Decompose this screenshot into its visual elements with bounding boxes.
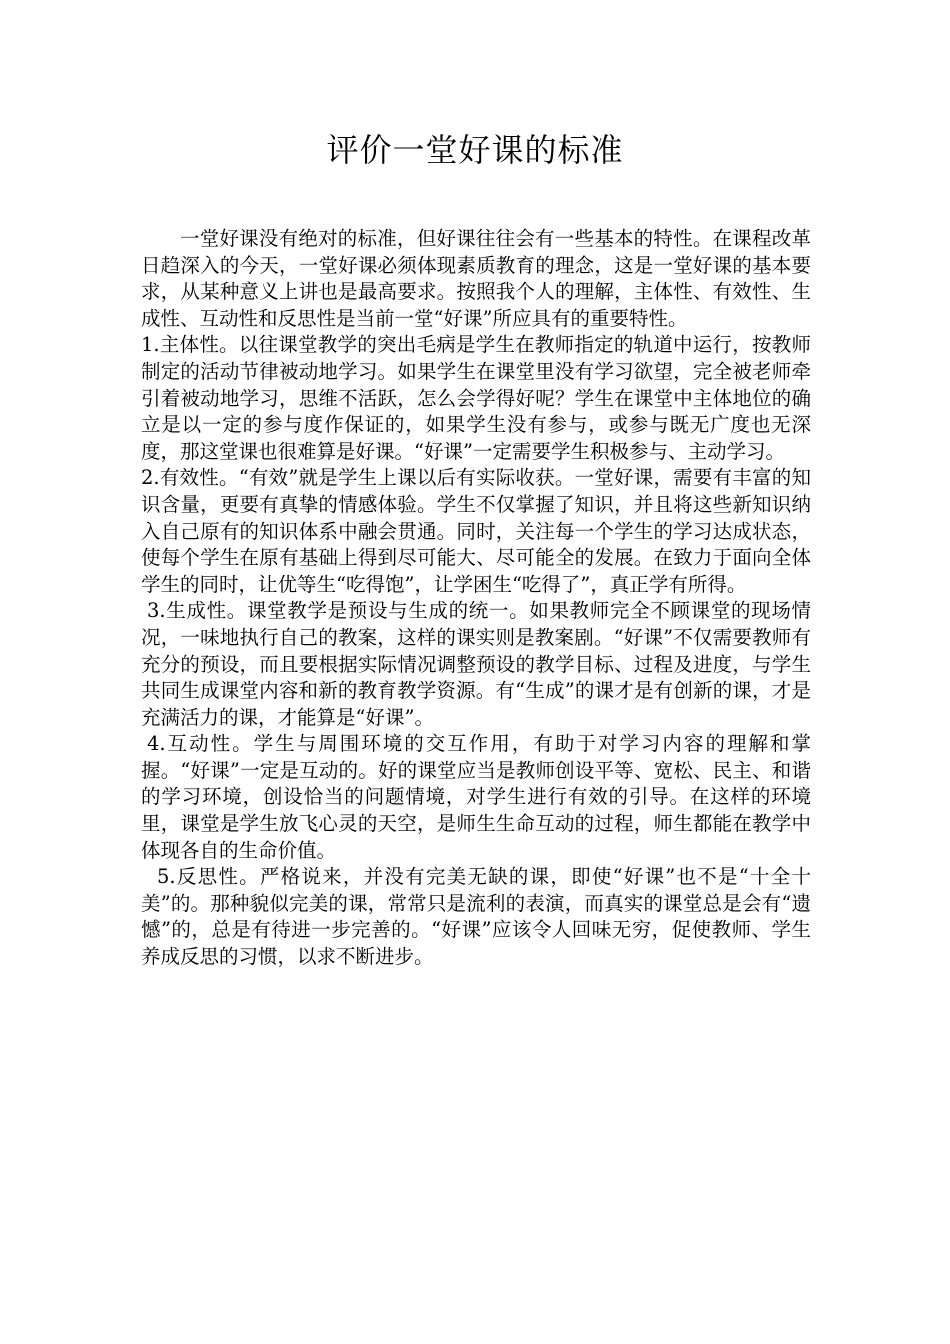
document-body	[141, 226, 811, 971]
section-generativity: 3.生成性。课堂教学是预设与生成的统一。如果教师完全不顾课堂的现场情况，一味地执行自己的教案，这样的课实则是教案剧。“好课”不仅需要教师有充分的预设，而且要根据实际情况调整预设的教学目标、过程及进度，与学生共同生成课堂内容和新的教育教学资源。有“生成”的课才是有创新的课，才是充满活力的课，才能算是“好课”。	[141, 599, 811, 729]
intro-paragraph: 一堂好课没有绝对的标准，但好课往往会有一些基本的特性。在课程改革日趋深入的今天，一堂好课必须体现素质教育的理念，这是一堂好课的基本要求，从某种意义上讲也是最高要求。按照我个人的理解，主体性、有效性、生成性、互动性和反思性是当前一堂“好课”所应具有的重要特性。	[141, 227, 811, 330]
section-effectiveness: 2.有效性。“有效”就是学生上课以后有实际收获。一堂好课，需要有丰富的知识含量，更要有真挚的情感体验。学生不仅掌握了知识，并且将这些新知识纳入自己原有的知识体系中融会贯通。同时，关注每一个学生的学习达成状态，使每个学生在原有基础上得到尽可能大、尽可能全的发展。在致力于面向全体学生的同时，让优等生“吃得饱”，让学困生“吃得了”，真正学有所得。	[141, 466, 811, 596]
section-interactivity: 4.互动性。学生与周围环境的交互作用，有助于对学习内容的理解和掌握。“好课”一定是互动的。好的课堂应当是教师创设平等、宽松、民主、和谐的学习环境，创设恰当的问题情境，对学生进行有效的引导。在这样的环境里，课堂是学生放飞心灵的天空，是师生生命互动的过程，师生都能在教学中体现各自的生命价值。	[141, 732, 811, 862]
section-reflectivity: 5.反思性。严格说来，并没有完美无缺的课，即使“好课”也不是“十全十美”的。那种貌似完美的课，常常只是流利的表演，而真实的课堂总是会有“遗憾”的，总是有待进一步完善的。“好课”应该令人回味无穷，促使教师、学生养成反思的习惯，以求不断进步。	[141, 865, 811, 969]
section-subjectivity: 1.主体性。以往课堂教学的突出毛病是学生在教师指定的轨道中运行，按教师制定的活动节律被动地学习。如果学生在课堂里没有学习欲望，完全被老师牵引着被动地学习，思维不活跃，怎么会学得好呢？学生在课堂中主体地位的确立是以一定的参与度作保证的，如果学生没有参与，或参与既无广度也无深度，那这堂课也很难算是好课。“好课”一定需要学生积极参与、主动学习。	[141, 333, 811, 463]
document-title: 评价一堂好课的标准	[326, 131, 624, 169]
